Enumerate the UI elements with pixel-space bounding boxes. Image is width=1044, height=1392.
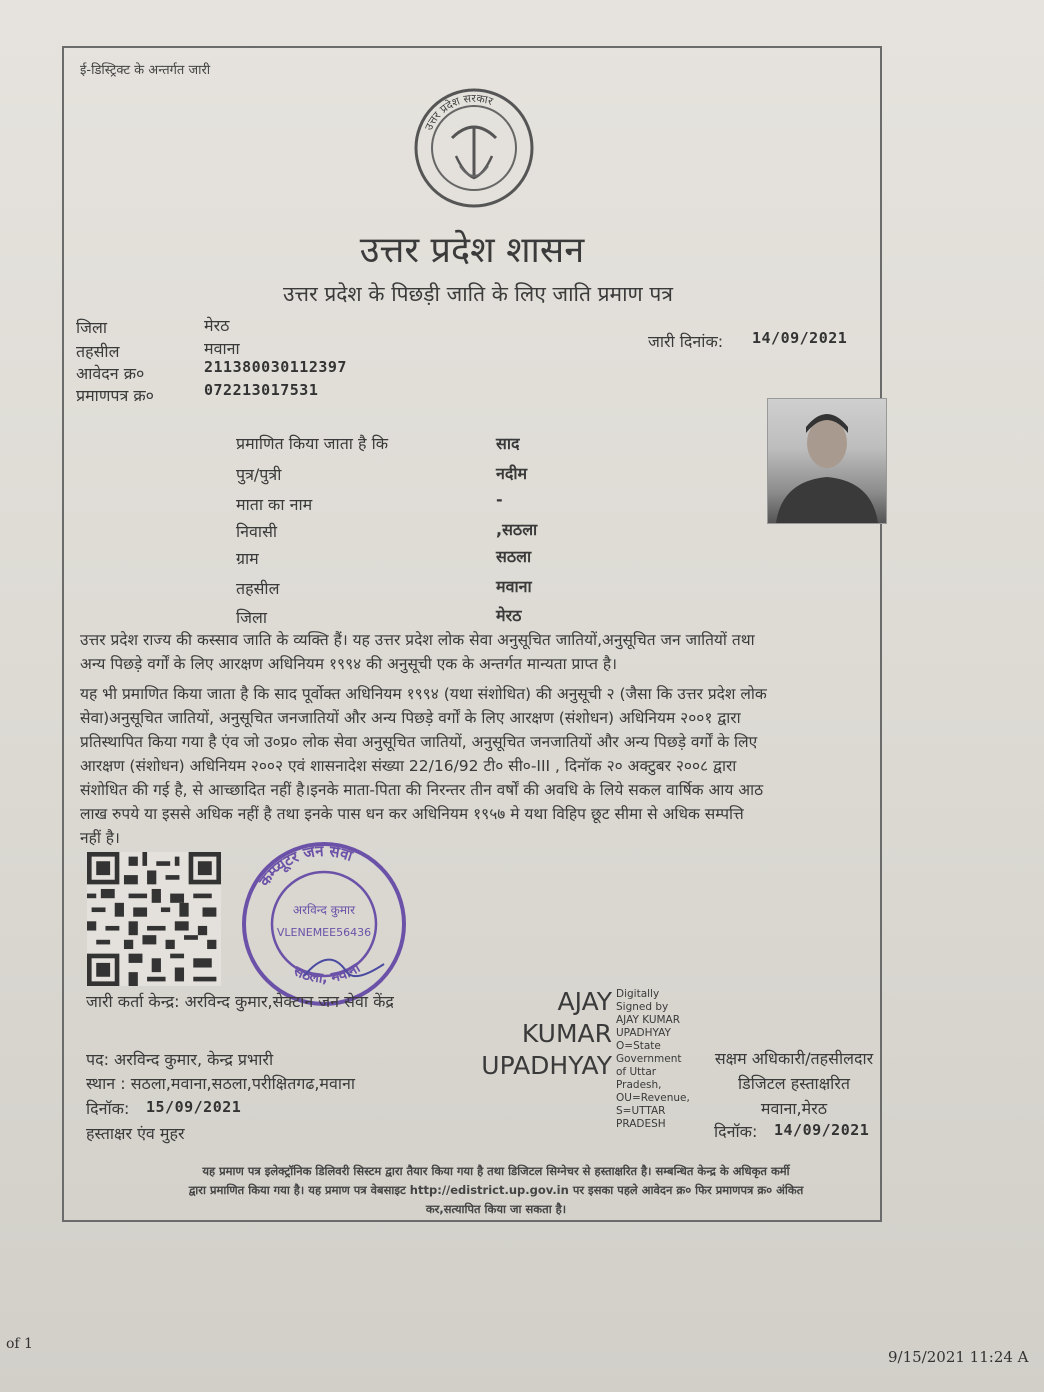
footer-line: द्वारा प्रमाणित किया गया है। यह प्रमाण पत्र वेबसाइट http://edistrict.up.gov.in पर इसका पहले आवेदन क्र० फिर प्रमाणपत्र क्र० अंकित — [188, 1183, 804, 1197]
income-declaration — [80, 682, 880, 850]
sig-detail-line: Digitally — [616, 988, 660, 1000]
issuer-place: स्थान : सठला,मवाना,सठला,परीक्षितगढ,मवाना — [86, 1074, 356, 1093]
para2-line: लाख रुपये या इससे अधिक नहीं है तथा इनके पास धन कर अधिनियम १९५७ मे यथा विहिप छूट सीमा से अधिक सम्पत्ति — [80, 805, 744, 823]
sig-detail-line: Government — [616, 1053, 682, 1065]
issue-date-label: जारी दिनांक: — [648, 332, 724, 351]
svg-text:उत्तर प्रदेश सरकार — [422, 92, 495, 133]
issuer-kendra: जारी कर्ता केन्द्र: अरविन्द कुमार,सेक्टान जन सेवा केंद्र — [86, 992, 394, 1011]
signer-name-line: UPADHYAY — [481, 1051, 612, 1080]
footer-line: यह प्रमाण पत्र इलेक्ट्रॉनिक डिलिवरी सिस्टम द्वारा तैयार किया गया है तथा डिजिटल सिग्नेचर से हस्ताक्षरित है। सम्बन्धित केन्द्र के अधिकृत कर्मी — [202, 1164, 790, 1178]
resident-label: निवासी — [236, 522, 278, 541]
sig-detail-line: Signed by — [616, 1001, 669, 1013]
header-note: ई-डिस्ट्रिक्ट के अन्तर्गत जारी — [80, 63, 211, 78]
person-silhouette-icon — [768, 399, 886, 523]
issue-date-value: 14/09/2021 — [752, 329, 848, 347]
person-tehsil-label: तहसील — [236, 579, 280, 598]
qr-code-icon — [86, 852, 222, 986]
seal-stamp — [234, 836, 414, 1012]
sig-detail-line: O=State — [616, 1040, 661, 1052]
up-government-emblem-icon — [412, 86, 536, 210]
caste-declaration — [80, 628, 880, 676]
parent-name: नदीम — [496, 464, 528, 483]
issuer-date-label: दिनॉक: — [86, 1099, 130, 1118]
applicant-name: साद — [496, 434, 520, 453]
sig-detail-line: S=UTTAR — [616, 1105, 666, 1117]
para2-line: नहीं है। — [80, 829, 120, 847]
village-value: सठला — [496, 547, 532, 566]
sig-detail-line: of Uttar — [616, 1066, 657, 1078]
application-no-value: 211380030112397 — [204, 358, 347, 376]
stamp-name: अरविन्द कुमार — [292, 903, 356, 917]
district-label: जिला — [76, 318, 108, 337]
district-value: मेरठ — [204, 316, 230, 335]
parent-label: पुत्र/पुत्री — [236, 465, 282, 484]
officer-date-value: 14/09/2021 — [774, 1121, 870, 1139]
svg-text:सठला, मवाना — [290, 959, 364, 986]
certificate-no-value: 072213017531 — [204, 381, 319, 399]
document-subtitle: उत्तर प्रदेश के पिछड़ी जाति के लिए जाति प्रमाण पत्र — [283, 282, 673, 306]
stamp-top-text: कम्प्यूटर जन सेवा — [255, 841, 355, 890]
para2-line: संशोधित की गई है, से आच्छादित नहीं है।इनके माता-पिता की निरन्तर तीन वर्षों की अवधि के लिये सकल वार्षिक आय आठ — [80, 781, 764, 799]
sig-detail-line: AJAY KUMAR — [616, 1014, 681, 1026]
sig-detail-line: Pradesh, — [616, 1079, 662, 1091]
stamp-bottom-text: सठला, मवाना — [291, 960, 364, 987]
sig-detail-line: OU=Revenue, — [616, 1092, 690, 1104]
document-title: उत्तर प्रदेश शासन — [359, 230, 585, 271]
officer-place: मवाना,मेरठ — [760, 1099, 828, 1118]
mother-name: - — [496, 490, 503, 509]
para2-line: आरक्षण (संशोधन) अधिनियम २००२ एवं शासनादेश संख्या 22/16/92 टी० सी०-III , दिनॉक २० अक्टुबर २००८ द्वारा — [80, 757, 737, 775]
footer-line: कर,सत्यापित किया जा सकता है। — [425, 1202, 567, 1216]
signer-name-line: AJAY — [557, 987, 612, 1016]
para1-line: अन्य पिछड़े वर्गों के लिए आरक्षण अधिनियम १९९४ की अनुसूची एक के अन्तर्गत मान्यता प्राप्त है। — [80, 655, 617, 673]
officer-title: सक्षम अधिकारी/तहसीलदार — [714, 1049, 874, 1068]
person-district-value: मेरठ — [496, 606, 522, 625]
sig-detail-line: PRADESH — [616, 1118, 666, 1130]
application-no-label: आवेदन क्र० — [76, 364, 145, 383]
village-label: ग्राम — [236, 549, 259, 568]
svg-text:कम्प्यूटर जन सेवा — [255, 842, 356, 891]
para2-line: यह भी प्रमाणित किया जाता है कि साद पूर्वोक्त अधिनियम १९९४ (यथा संशोधित) की अनुसूची २ (जैसा कि उत्तर प्रदेश लोक — [80, 685, 767, 703]
signer-name-line: KUMAR — [521, 1019, 612, 1048]
person-district-label: जिला — [236, 608, 268, 627]
digital-signer-name — [468, 986, 612, 1082]
issuer-post: पद: अरविन्द कुमार, केन्द्र प्रभारी — [86, 1050, 274, 1069]
officer-block — [688, 1046, 900, 1121]
certified-label: प्रमाणित किया जाता है कि — [236, 434, 389, 453]
tehsil-label: तहसील — [76, 342, 120, 361]
issuer-date-value: 15/09/2021 — [146, 1098, 242, 1116]
para1-line: उत्तर प्रदेश राज्य की कस्साव जाति के व्यक्ति हैं। यह उत्तर प्रदेश लोक सेवा अनुसूचित जातियों,अनुसूचित जन जातियों तथा — [80, 631, 755, 649]
mother-label: माता का नाम — [236, 495, 313, 514]
person-tehsil-value: मवाना — [496, 577, 532, 596]
para2-line: सेवा)अनुसूचित जातियों, अनुसूचित जनजातियों और अन्य पिछड़े वर्गों के लिए आरक्षण (संशोधन) अधिनियम २००१ द्वारा — [80, 709, 741, 727]
print-timestamp: 9/15/2021 11:24 A — [888, 1348, 1029, 1366]
applicant-photo — [767, 398, 887, 524]
verification-footer — [96, 1162, 896, 1219]
officer-date-label: दिनॉक: — [714, 1122, 758, 1141]
officer-signed: डिजिटल हस्ताक्षरित — [738, 1074, 850, 1093]
page-count: of 1 — [6, 1336, 33, 1352]
issuer-sign-label: हस्ताक्षर एंव मुहर — [86, 1124, 185, 1143]
tehsil-value: मवाना — [204, 339, 240, 358]
para2-line: प्रतिस्थापित किया गया है एंव जो उ०प्र० लोक सेवा अनुसूचित जातियों, अनुसूचित जनजातियों और अन्य पिछड़े वर्गों के लिए — [80, 733, 758, 751]
emblem-arc-text: उत्तर प्रदेश सरकार — [422, 91, 495, 133]
resident-value: ,सठला — [496, 520, 538, 539]
certificate-no-label: प्रमाणपत्र क्र० — [76, 386, 154, 405]
sig-detail-line: UPADHYAY — [616, 1027, 671, 1039]
stamp-code: VLENEMEE56436 — [276, 926, 372, 939]
digital-signature-details — [616, 988, 690, 1131]
